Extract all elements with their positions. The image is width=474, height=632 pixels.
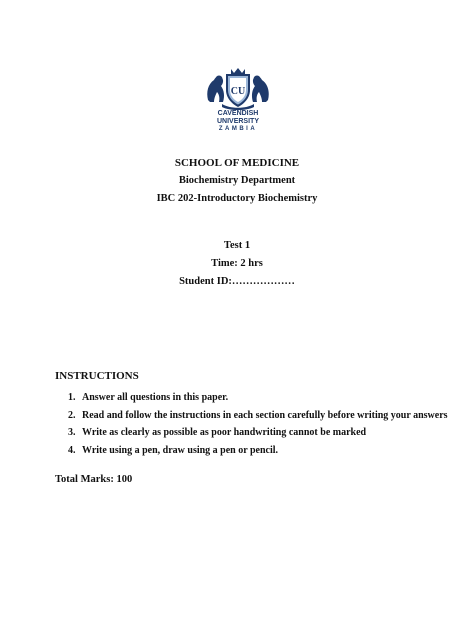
crest-icon	[202, 66, 274, 110]
instructions-heading: INSTRUCTIONS	[55, 370, 139, 382]
course-title: IBC 202-Introductory Biochemistry	[156, 193, 318, 204]
instructions-list	[68, 392, 448, 462]
student-id-field: Student ID:………………	[179, 276, 295, 287]
university-logo	[202, 66, 274, 158]
instruction-item	[68, 427, 448, 445]
school-name: SCHOOL OF MEDICINE	[174, 157, 300, 169]
test-title: Test 1	[223, 240, 251, 251]
crest-monogram: CU	[230, 86, 246, 97]
total-marks: Total Marks: 100	[55, 474, 133, 485]
instruction-number: 1.	[68, 392, 76, 403]
instruction-text: Answer all questions in this paper.	[82, 392, 229, 403]
instruction-item	[68, 392, 448, 410]
logo-line-1: CAVENDISH	[217, 110, 259, 117]
instruction-item	[68, 445, 448, 463]
test-duration: Time: 2 hrs	[211, 258, 263, 269]
instruction-number: 2.	[68, 409, 76, 421]
instruction-item	[68, 410, 448, 428]
instruction-number: 3.	[68, 427, 76, 438]
logo-line-3: ZAMBIA	[218, 126, 258, 132]
department-name: Biochemistry Department	[178, 175, 296, 186]
instruction-number: 4.	[68, 444, 76, 456]
instruction-text: Read and follow the instructions in each section carefully before writing your answers	[82, 409, 448, 421]
instruction-text: Write as clearly as possible as poor handwriting cannot be marked	[82, 427, 367, 438]
logo-line-2: UNIVERSITY	[216, 118, 259, 125]
instruction-text: Write using a pen, draw using a pen or pencil.	[82, 444, 279, 456]
